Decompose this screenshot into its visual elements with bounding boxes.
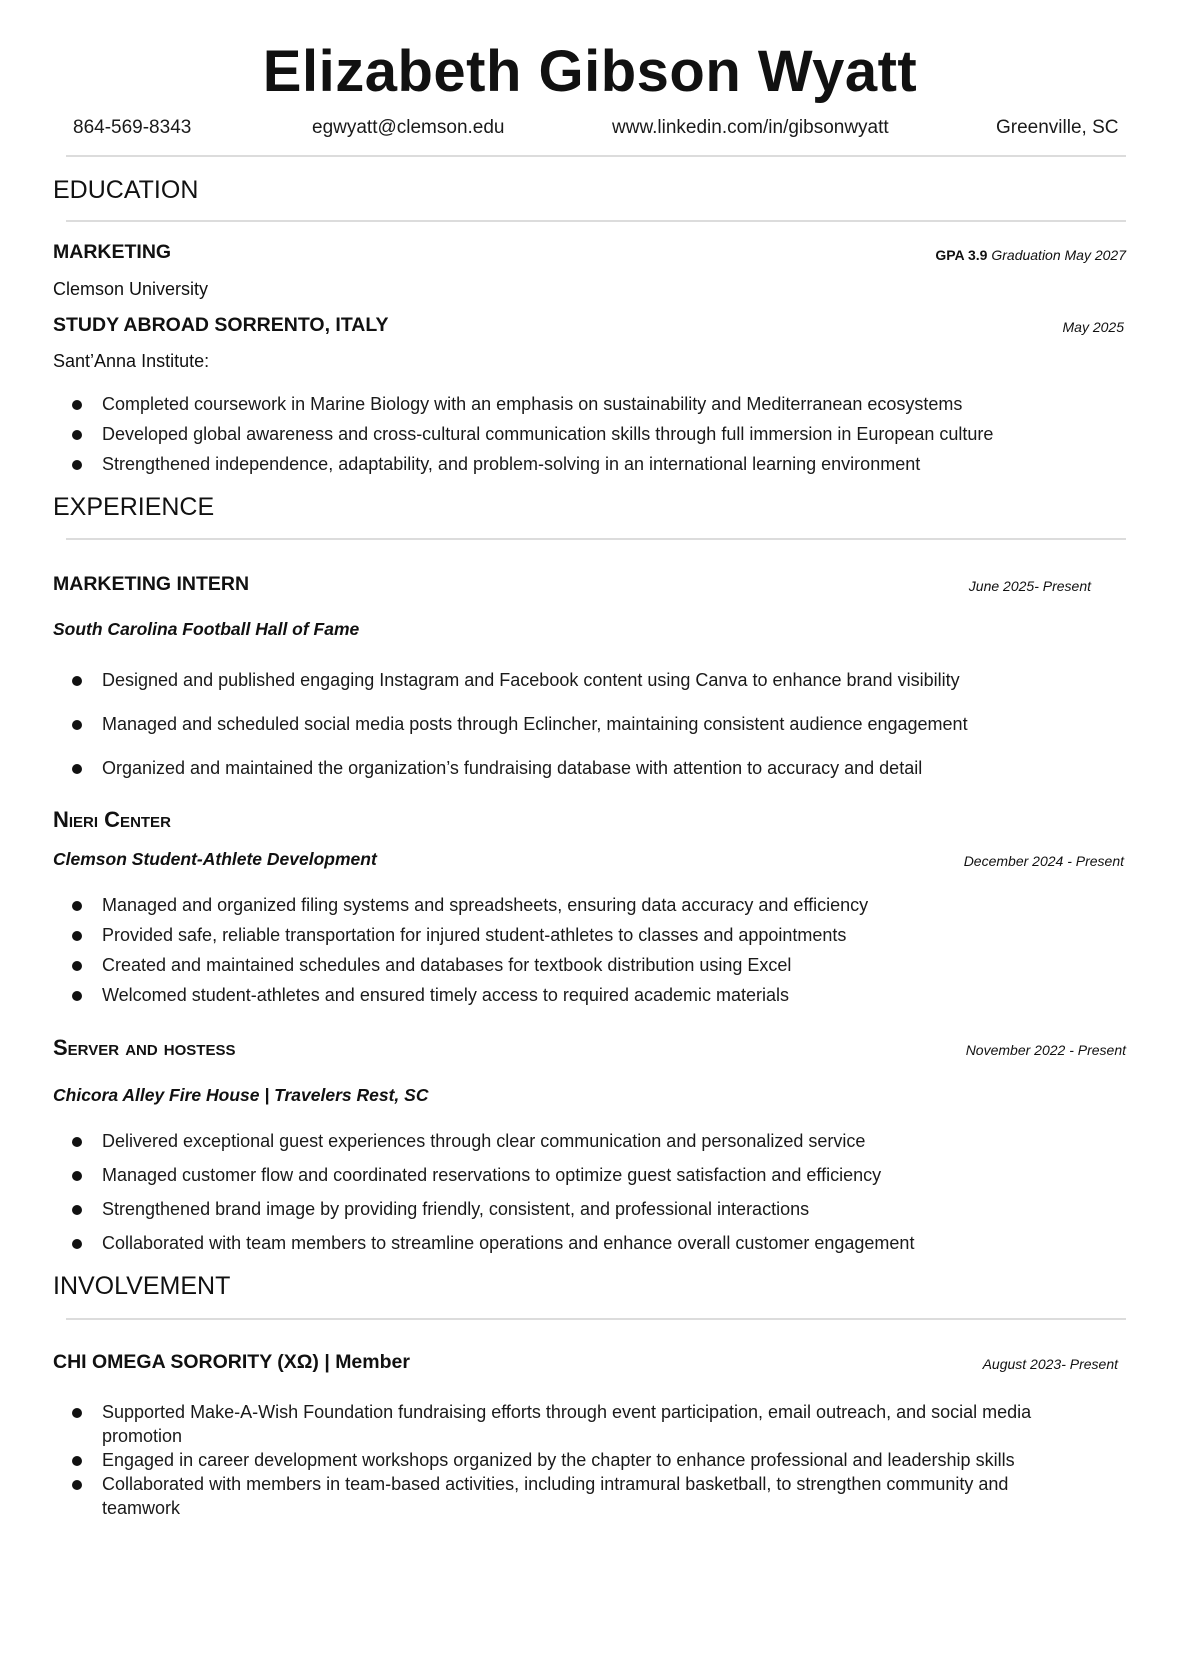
job-date: November 2022 - Present [965, 1042, 1126, 1058]
list-item: Provided safe, reliable transportation for injured student-athletes to classes and appointments [70, 923, 1090, 953]
email-address: egwyatt@clemson.edu [312, 117, 505, 138]
study-abroad-title: STUDY ABROAD SORRENTO, ITALY [53, 314, 389, 336]
list-item: Completed coursework in Marine Biology with an emphasis on sustainability and Mediterranean ecosystems [70, 392, 1090, 422]
degree-title: MARKETING [53, 241, 172, 263]
school-name: Clemson University [53, 279, 209, 299]
list-item: Designed and published engaging Instagram and Facebook content using Canva to enhance brand visibility [70, 668, 1090, 712]
involvement-date: August 2023- Present [982, 1356, 1118, 1372]
header-divider [66, 155, 1126, 157]
job-date: June 2025- Present [968, 578, 1091, 594]
graduation-date: Graduation May 2027 [991, 247, 1126, 263]
job-bullets [70, 668, 1090, 800]
study-abroad-bullets [70, 392, 1090, 482]
list-item: Developed global awareness and cross-cultural communication skills through full immersion in European culture [70, 422, 1090, 452]
list-item: Managed and scheduled social media posts through Eclincher, maintaining consistent audience engagement [70, 712, 1090, 756]
study-abroad-school: Sant’Anna Institute: [53, 351, 210, 371]
education-heading: EDUCATION [53, 176, 199, 204]
job-bullets [70, 1129, 1090, 1265]
list-item: Collaborated with members in team-based activities, including intramural basketball, to strengthen community and teamwork [70, 1472, 1090, 1520]
education-divider [66, 220, 1126, 222]
list-item: Created and maintained schedules and databases for textbook distribution using Excel [70, 953, 1090, 983]
list-item: Managed customer flow and coordinated reservations to optimize guest satisfaction and efficiency [70, 1163, 1090, 1197]
job-title: Nieri Center [53, 807, 171, 832]
list-item: Supported Make-A-Wish Foundation fundraising efforts through event participation, email outreach, and social media promotion [70, 1400, 1090, 1448]
list-item: Managed and organized filing systems and spreadsheets, ensuring data accuracy and efficiency [70, 893, 1090, 923]
experience-divider [66, 538, 1126, 540]
list-item: Organized and maintained the organization’s fundraising database with attention to accuracy and detail [70, 756, 1090, 800]
experience-heading: EXPERIENCE [53, 493, 215, 521]
involvement-role: CHI OMEGA SORORITY (XΩ) | Member [53, 1351, 410, 1373]
study-abroad-date: May 2025 [1062, 319, 1124, 335]
job-organization: South Carolina Football Hall of Fame [53, 619, 360, 639]
list-item: Engaged in career development workshops organized by the chapter to enhance professional and leadership skills [70, 1448, 1090, 1472]
candidate-name: Elizabeth Gibson Wyatt [262, 39, 918, 104]
graduation-info [935, 245, 1126, 265]
job-organization: Chicora Alley Fire House | Travelers Rest, SC [53, 1085, 429, 1105]
job-title: Server and hostess [53, 1035, 236, 1060]
list-item: Strengthened independence, adaptability, and problem-solving in an international learning environment [70, 452, 1090, 482]
list-item: Welcomed student-athletes and ensured timely access to required academic materials [70, 983, 1090, 1013]
location: Greenville, SC [996, 117, 1119, 138]
phone-number: 864-569-8343 [73, 117, 192, 138]
linkedin-url: www.linkedin.com/in/gibsonwyatt [612, 117, 889, 138]
list-item: Delivered exceptional guest experiences through clear communication and personalized service [70, 1129, 1090, 1163]
job-bullets [70, 893, 1090, 1013]
list-item: Collaborated with team members to streamline operations and enhance overall customer engagement [70, 1231, 1090, 1265]
job-organization: Clemson Student-Athlete Development [53, 849, 377, 869]
involvement-bullets [70, 1400, 1090, 1520]
gpa: GPA 3.9 [935, 247, 988, 263]
involvement-heading: INVOLVEMENT [53, 1272, 231, 1300]
involvement-divider [66, 1318, 1126, 1320]
job-title: MARKETING INTERN [53, 573, 250, 595]
list-item: Strengthened brand image by providing friendly, consistent, and professional interactions [70, 1197, 1090, 1231]
job-date: December 2024 - Present [963, 853, 1124, 869]
